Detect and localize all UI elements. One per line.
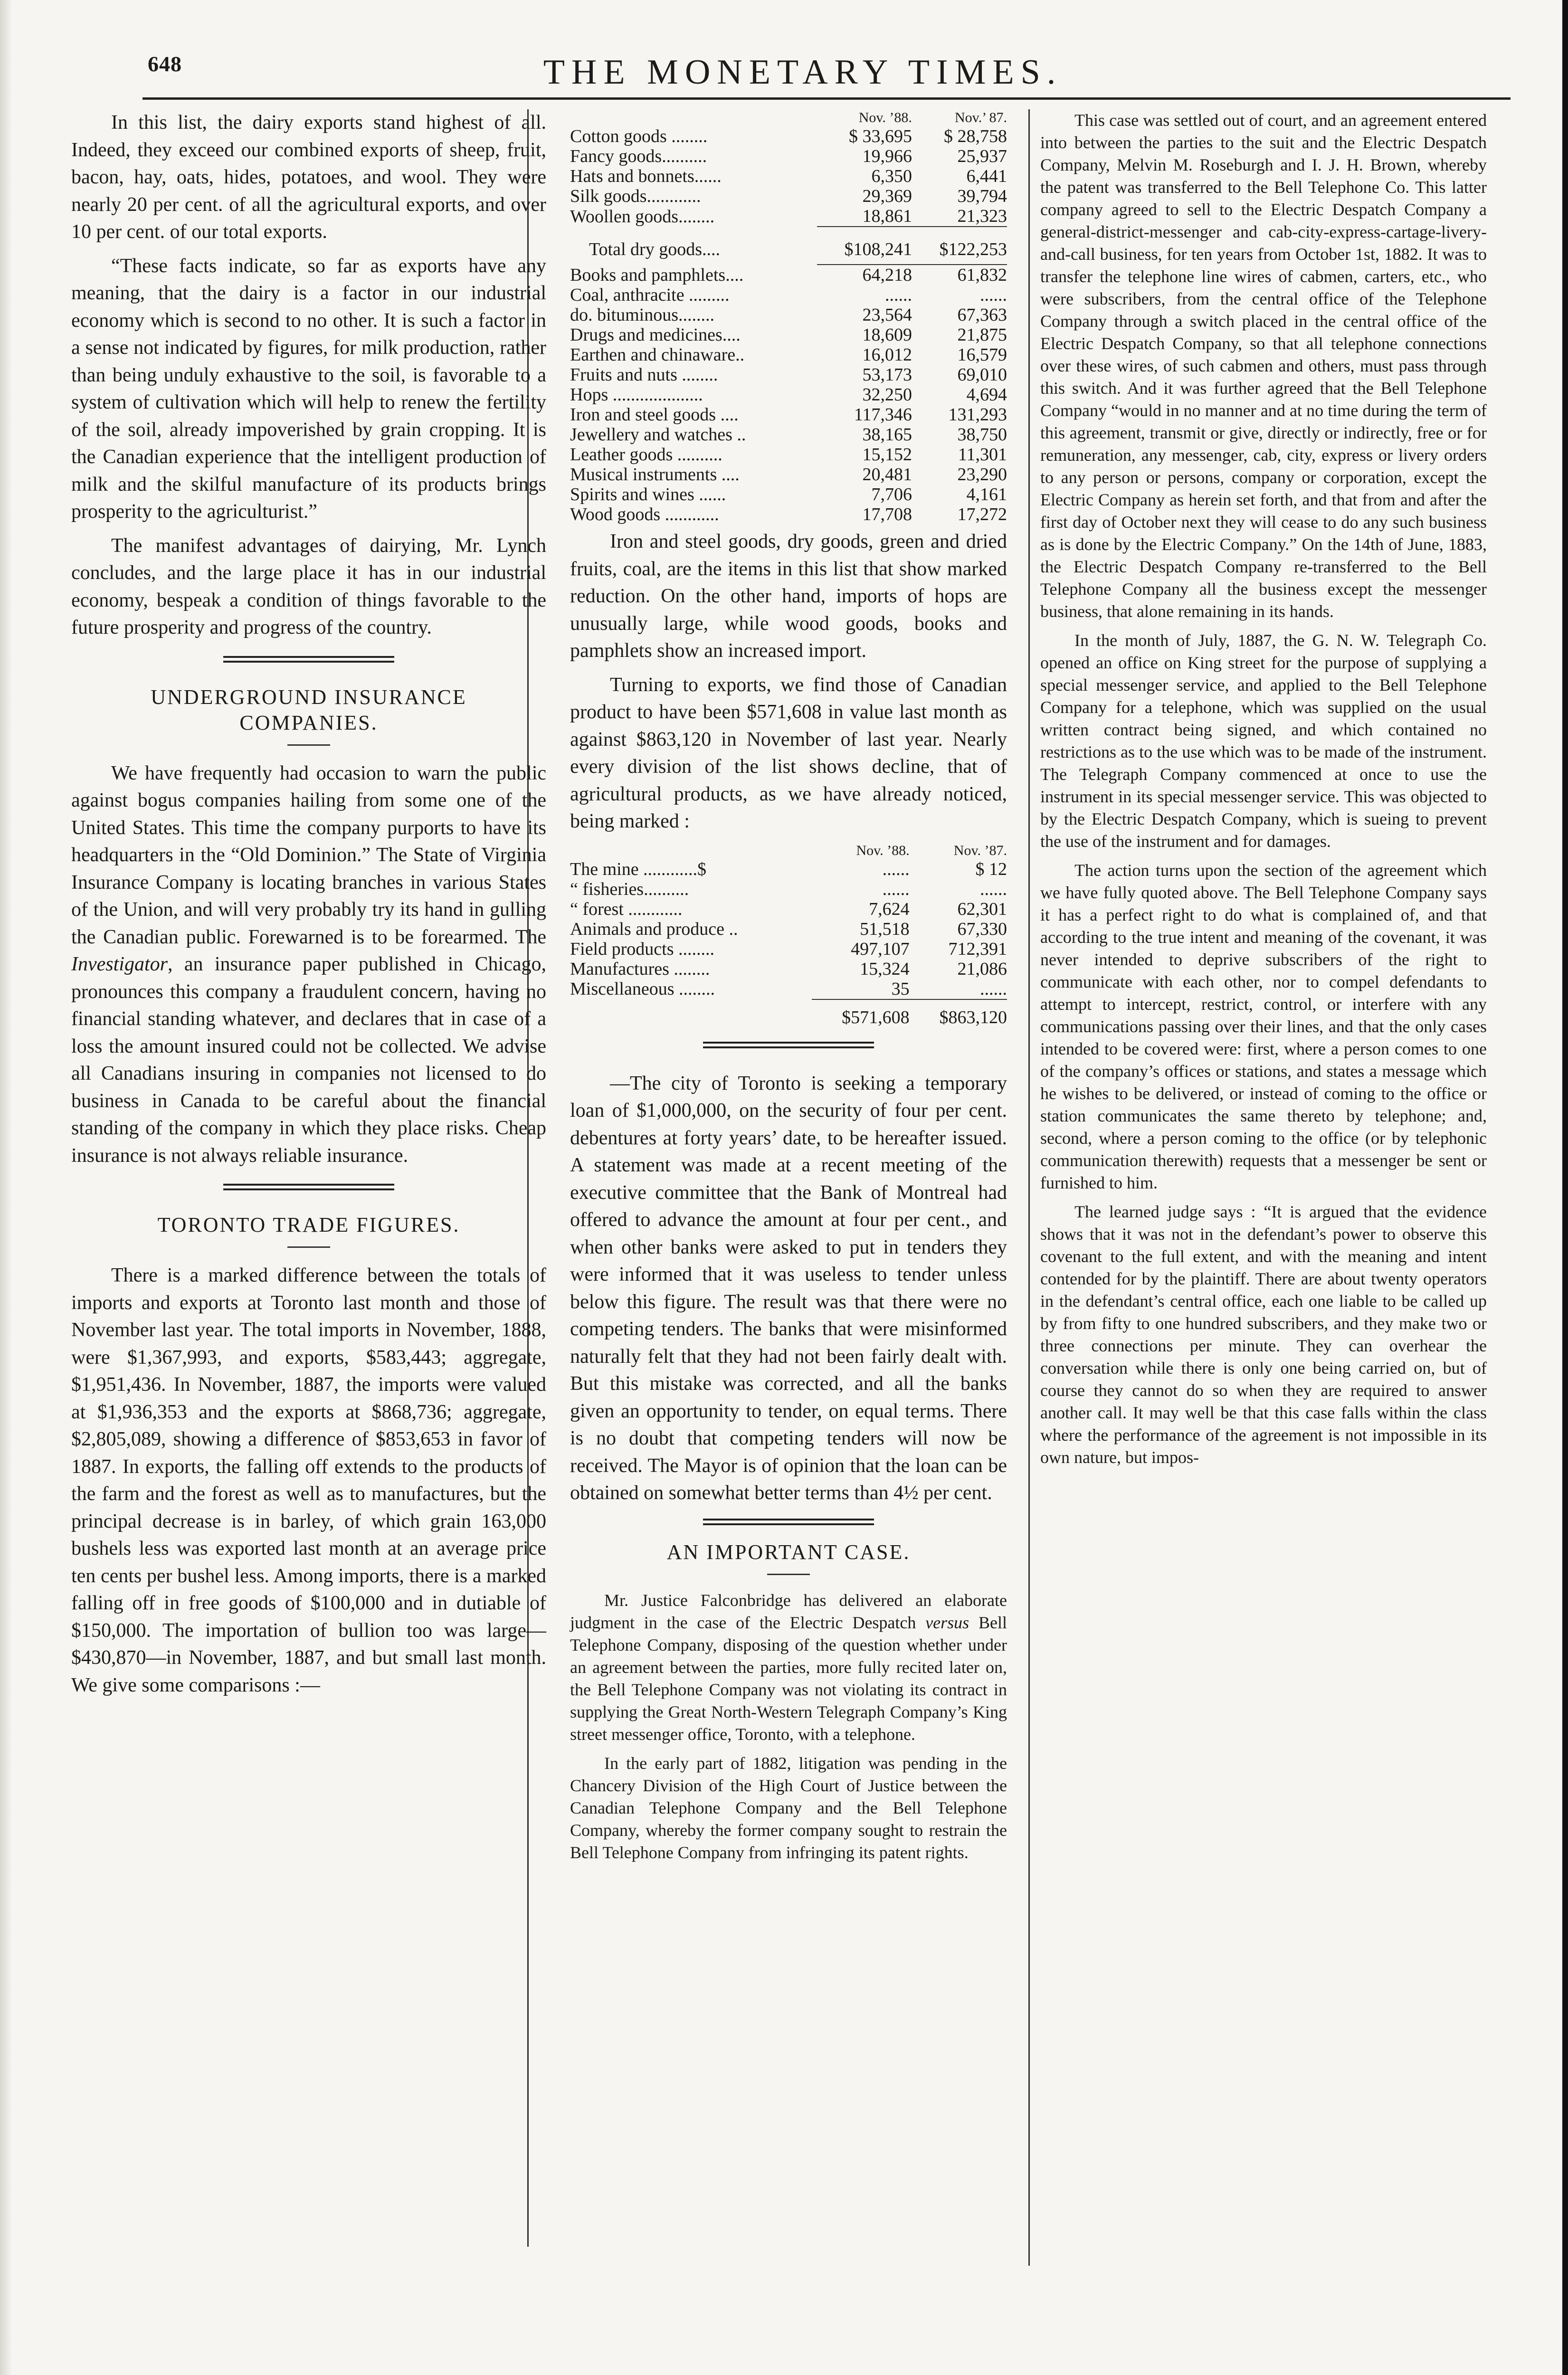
total-row <box>570 227 1007 265</box>
row-value-87: $ 28,758 <box>944 126 1007 146</box>
table-row <box>570 919 1007 939</box>
table-row <box>570 305 1007 325</box>
exports-paragraph: Turning to exports, we find those of Canadian product to have been $571,608 in value last month as against $863,120 in November of last year. Nearly every division of the list shows decline, that of agricultural products, as we have already noticed, being marked : <box>570 674 1007 832</box>
table-row <box>570 425 1007 445</box>
row-value-88: 18,609 <box>862 325 912 345</box>
masthead-title: THE MONETARY TIMES. <box>543 53 1063 92</box>
table-row <box>570 186 1007 206</box>
row-value-87: 62,301 <box>957 899 1007 919</box>
row-value-87: 11,301 <box>958 445 1007 465</box>
row-label: Woollen goods........ <box>570 206 715 227</box>
important-case-body <box>570 1589 1007 1864</box>
row-value-87: 38,750 <box>957 425 1007 445</box>
row-value-88: 6,350 <box>871 166 912 186</box>
dairy-paragraph: In this list, the dairy exports stand highest of all. Indeed, they exceed our combined exports of sheep, fruit, bacon, hay, oats, hides, potatoes, and wool. They were nearly 20 per cent. of all the agricultural exports, and over 10 per cent. of our total exports. <box>71 112 546 243</box>
row-value-87: 21,875 <box>957 325 1007 345</box>
row-value-87: 17,272 <box>957 504 1007 524</box>
heading-toronto-trade: TORONTO TRADE FIGURES. <box>157 1213 460 1236</box>
row-value-88: 20,481 <box>862 465 912 484</box>
row-value-87: 69,010 <box>957 365 1007 385</box>
row-label: Earthen and chinaware.. <box>570 345 745 365</box>
row-label: Fancy goods.......... <box>570 146 707 166</box>
case-text-a: Mr. Justice Falconbridge has delivered an elaborate judgment in the case of the Electric Despatch <box>570 1590 1007 1632</box>
heading-dash <box>767 1574 810 1575</box>
row-label: Silk goods............ <box>570 186 701 206</box>
page-edge-shadow <box>0 0 12 2375</box>
row-value-87: 25,937 <box>957 146 1007 166</box>
row-label: Jewellery and watches .. <box>570 425 746 445</box>
page-edge-binding <box>1562 0 1568 2375</box>
table-row <box>570 484 1007 504</box>
imports-col-header-87: Nov.’ 87. <box>955 110 1007 125</box>
imports-table <box>570 109 1007 524</box>
row-value-87: 23,290 <box>957 465 1007 484</box>
toronto-loan-paragraph: —The city of Toronto is seeking a temporary loan of $1,000,000, on the security of four per cent. debentures at forty years’ date, to be hereafter issued. A statement was made at a recent meeting of the executive committee that the Bank of Montreal had offered to advance the amount at four per cent., and when other banks were asked to put in tenders they were informed that it was useless to tender unless below this figure. The result was that there were no competing tenders. The banks that were misinformed naturally felt that they had not been fairly dealt with. But this mistake was corrected, and all the banks given an opportunity to tender, on equal terms. There is no doubt that competing tenders will now be received. The Mayor is of opinion that the loan can be obtained on somewhat better terms than 4½ per cent. <box>570 1072 1007 1504</box>
row-value-87: 4,694 <box>966 385 1007 405</box>
imports-commentary: Iron and steel goods, dry goods, green and dried fruits, coal, are the items in this list that show marked reduction. On the other hand, imports of hops are unusually large, while wood goods, books and pamphlets show an increased import. <box>570 531 1007 662</box>
case-paragraph-2: In the early part of 1882, litigation was pending in the Chancery Division of the High Court of Justice between the Canadian Telephone Company and the Bell Telephone Company, whereby the former company sought to restrain the Bell Telephone Company from infringing its patent rights. <box>570 1753 1007 1862</box>
row-value-88: 117,346 <box>854 405 912 425</box>
row-value-88: 64,218 <box>862 265 912 285</box>
row-label: Animals and produce .. <box>570 919 738 939</box>
row-value-88: 17,708 <box>862 504 912 524</box>
row-value-87: 131,293 <box>948 405 1007 425</box>
row-value-87: ...... <box>910 979 1007 999</box>
insurance-text-b: , an insurance paper published in Chicago, pronounces this company a fraudulent concern, having no financial standing whatever, and declares that in case of a loss the amount insured could not be collected. We advise all Canadians insuring in companies not licensed to do business in Canada to be careful about the financial standing of the company in which they place risks. Cheap insurance is not always reliable insurance. <box>71 953 546 1167</box>
exports-table <box>570 842 1007 1027</box>
row-label: Drugs and medicines.... <box>570 325 741 345</box>
section-separator <box>223 1184 394 1190</box>
column-1 <box>71 109 546 1706</box>
row-value-88: 23,564 <box>862 305 912 325</box>
row-value-88: 15,152 <box>862 445 912 465</box>
row-value-87: $ 12 <box>975 859 1007 879</box>
total-label: Total dry goods.... <box>589 239 720 259</box>
exports-col-header-88: Nov. ’88. <box>856 842 910 858</box>
row-value-88: ...... <box>882 859 910 879</box>
imports-col-header-88: Nov. ’88. <box>858 110 912 125</box>
table-row <box>570 146 1007 166</box>
row-value-87: 16,579 <box>957 345 1007 365</box>
case-continued-paragraph-4: The learned judge says : “It is argued that the evidence shows that it was not in the defendant’s power to observe this covenant to the full extent, and with the meaning and intent contended for by the plaintiff. There are about twenty operators in the defendant’s central office, each one liable to be called up by from fifty to one hundred subscribers, and they make two or three connections per minute. They can overhear the conversation while there is only one being carried on, but of course they cannot do so when they are required to answer another call. It may well be that this case falls within the class where the performance of the agreement is not impossible in its own nature, but impos- <box>1040 1202 1487 1467</box>
trade-paragraph: There is a marked difference between the totals of imports and exports at Toronto last month and those of November last year. The total imports in November, 1888, were $1,367,993, and exports, $583,443; aggregate, $1,951,436. In November, 1887, the imports were valued at $1,936,353 and the exports at $868,736; aggregate, $2,805,089, showing a difference of $853,653 in favor of 1887. In exports, the falling off extends to the products of the farm and the forest as well as to manufactures, but the principal decrease is in barley, of which grain 163,000 bushels less was exported last month at an average price ten cents per bushel less. Among imports, there is a marked falling off in free goods of $100,000 and in dutiable of $150,000. The importation of bullion too was large—$430,870—in November, 1887, and but small last month. We give some comparisons :— <box>71 1264 546 1696</box>
row-value-88: 7,706 <box>871 484 912 504</box>
column-2 <box>570 109 1007 1871</box>
table-row <box>570 405 1007 425</box>
table-row <box>570 385 1007 405</box>
table-row <box>570 445 1007 465</box>
row-value-88: 497,107 <box>851 939 910 959</box>
case-continued-paragraph-2: In the month of July, 1887, the G. N. W. Telegraph Co. opened an office on King street for the purpose of supplying a special messenger service, and applied to the Bell Telephone Company for a telephone, which was supplied on the usual written contract being signed, and which contained no restrictions as to the use which was to be made of the instrument. The Telegraph Company commenced at once to use the instrument in its special messenger service. This was objected to by the Electric Despatch Company, which is sueing to prevent the use of the instrument and for damages. <box>1040 631 1487 851</box>
column-3 <box>1040 109 1487 1475</box>
case-continued-paragraph-1: This case was settled out of court, and an agreement entered into between the parties to the suit and the Electric Despatch Company, Melvin M. Roseburgh and I. J. H. Brown, whereby the patent was transferred to the Bell Telephone Co. This latter company agreed to sell to the Electric Despatch Company a general-district-messenger and cab-city-express-cartage-livery-and-call business, for ten years from October 1st, 1882. It was to transfer the telephone line wires of cabmen, carters, etc., who were subscribers, from the central office of the Telephone Company through a switch placed in the central office of the Electric Despatch Company, so that all telephone connections over these wires, of such cabmen and others, must pass through this switch. And it was further agreed that the Bell Telephone Company “would in no manner and at no time during the term of this agreement, transmit or give, directly or indirectly, free or for remuneration, any messenger, cab, city, express or livery orders to any person or persons, company or corporation, except the Electric Company as herein set forth, and that from and after the first day of October next they will cease to do any such business as is done by the Electric Company.” On the 14th of June, 1883, the Electric Despatch Company re-transferred to the Bell Telephone Company all the business except the messenger business, that alone remaining in its hands. <box>1040 111 1487 621</box>
table-row <box>570 504 1007 524</box>
page-header <box>0 0 1568 100</box>
row-value-87: 4,161 <box>966 484 1007 504</box>
table-row <box>570 345 1007 365</box>
section-separator <box>703 1042 874 1048</box>
case-text-b: Bell Telephone Company, disposing of the question whether under an agreement between the parties, more fully recited later on, the Bell Telephone Company was not violating its contract in supplying the Great North-Western Telegraph Company’s King street messenger office, Toronto, with a telephone. <box>570 1613 1007 1744</box>
heading-dash <box>287 744 330 746</box>
row-label: Manufactures ........ <box>570 959 710 979</box>
table-row <box>570 325 1007 345</box>
dairy-conclusion-paragraph: The manifest advantages of dairying, Mr. Lynch concludes, and the large place it has in our industrial economy, bespeak a condition of things favorable to the future prosperity and progress of the country. <box>71 534 546 638</box>
row-label: Miscellaneous ........ <box>570 979 715 999</box>
header-rule <box>143 97 1511 100</box>
dairy-quote-paragraph: “These facts indicate, so far as exports have any meaning, that the dairy is a factor in our industrial economy which is second to no other. It is such a factor in a sense not indicated by figures, for milk production, rather than being unduly exhaustive to the soil, is favorable to a system of cultivation which will help to renew the fertility of the soil, already impoverished by grain cropping. It is the Canadian experience that the intelligent production of milk and the skilful manufacture of its products brings prosperity to the agriculturist.” <box>71 255 546 522</box>
row-label: Coal, anthracite ......... <box>570 285 730 305</box>
row-label: The mine ............$ <box>570 859 707 879</box>
table-row <box>570 126 1007 146</box>
row-value-88: 16,012 <box>862 345 912 365</box>
row-label: Hops .................... <box>570 385 703 405</box>
insurance-text-a: We have frequently had occasion to warn the public against bogus companies hailing from some one of the United States. This time the company purports to have its headquarters in the “Old Dominion.” The State of Virginia Insurance Company is locating branches in various States of the Union, and will very probably try its hand in gulling the Canadian public. Forewarned is to be forearmed. The <box>71 762 546 948</box>
row-value-88: 19,966 <box>862 146 912 166</box>
row-label: Musical instruments .... <box>570 465 740 484</box>
row-value-88: 38,165 <box>862 425 912 445</box>
row-value-88: 15,324 <box>860 959 910 979</box>
investigator-title: Investigator <box>71 953 168 975</box>
row-label: “ forest ............ <box>570 899 683 919</box>
row-value-87: 21,323 <box>912 206 1007 227</box>
row-label: Hats and bonnets...... <box>570 166 722 186</box>
row-value-87: ...... <box>980 879 1007 899</box>
total-value-87: $863,120 <box>939 1007 1007 1027</box>
row-value-87: 712,391 <box>948 939 1007 959</box>
table-row <box>570 265 1007 285</box>
table-row <box>570 166 1007 186</box>
total-value-88: $571,608 <box>842 1007 910 1027</box>
total-value-88: $108,241 <box>817 227 912 265</box>
column-rule-right <box>1028 109 1030 2266</box>
table-row <box>570 365 1007 385</box>
row-label: do. bituminous........ <box>570 305 715 325</box>
total-row <box>570 999 1007 1027</box>
row-value-87: 67,363 <box>957 305 1007 325</box>
heading-underground-insurance: UNDERGROUND INSURANCE COMPANIES. <box>151 685 467 734</box>
row-value-88: 35 <box>812 979 909 999</box>
row-label: Spirits and wines ...... <box>570 484 726 504</box>
page-number: 648 <box>148 52 182 76</box>
row-value-87: 21,086 <box>957 959 1007 979</box>
versus-text: versus <box>925 1613 969 1632</box>
table-row <box>570 899 1007 919</box>
section-separator <box>703 1519 874 1525</box>
row-value-88: ...... <box>882 879 910 899</box>
table-row <box>570 859 1007 879</box>
table-row <box>570 285 1007 305</box>
row-value-88: 29,369 <box>862 186 912 206</box>
section-separator <box>223 656 394 663</box>
row-label: Iron and steel goods .... <box>570 405 739 425</box>
row-value-88: ...... <box>884 285 912 305</box>
table-row <box>570 465 1007 484</box>
row-value-87: 67,330 <box>957 919 1007 939</box>
row-label: Field products ........ <box>570 939 714 959</box>
row-value-87: 39,794 <box>957 186 1007 206</box>
row-label: Leather goods .......... <box>570 445 722 465</box>
row-value-88: 32,250 <box>862 385 912 405</box>
row-value-88: 51,518 <box>860 919 910 939</box>
row-value-87: 6,441 <box>966 166 1007 186</box>
row-label: “ fisheries.......... <box>570 879 689 899</box>
heading-dash <box>287 1246 330 1248</box>
total-value-87: $122,253 <box>912 227 1007 265</box>
row-value-88: 18,861 <box>817 206 912 227</box>
table-row <box>570 959 1007 979</box>
case-continued-paragraph-3: The action turns upon the section of the agreement which we have fully quoted above. The Bell Telephone Company says it has a perfect right to do what is complained of, and that according to the true intent and meaning of the covenant, it was never intended to deprive subscribers of the right to communicate with each other, nor to compel defendants to attempt to intercept, restrict, control, or interfere with any communications passing over their lines, and that the only cases intended to be covered were: first, where a person comes to one of the company’s offices or stations, and states a message which he wishes to be delivered, or instead of coming to the office or station communicates the same thereto by telephone; and, second, where a person coming to the office (or by telephonic communication therewith) requests that a messenger be sent or furnished to him. <box>1040 861 1487 1192</box>
heading-important-case: AN IMPORTANT CASE. <box>666 1540 911 1564</box>
row-label: Cotton goods ........ <box>570 126 708 146</box>
table-row <box>570 206 1007 227</box>
insurance-paragraph <box>71 760 546 1170</box>
table-row <box>570 979 1007 999</box>
row-label: Fruits and nuts ........ <box>570 365 718 385</box>
row-value-87: 61,832 <box>957 265 1007 285</box>
row-value-87: ...... <box>980 285 1007 305</box>
table-row <box>570 879 1007 899</box>
row-label: Books and pamphlets.... <box>570 265 744 285</box>
row-value-88: $ 33,695 <box>848 126 912 146</box>
row-label: Wood goods ............ <box>570 504 719 524</box>
exports-col-header-87: Nov. ’87. <box>953 842 1007 858</box>
case-paragraph-1 <box>570 1589 1007 1746</box>
row-value-88: 53,173 <box>862 365 912 385</box>
row-value-88: 7,624 <box>869 899 910 919</box>
table-row <box>570 939 1007 959</box>
